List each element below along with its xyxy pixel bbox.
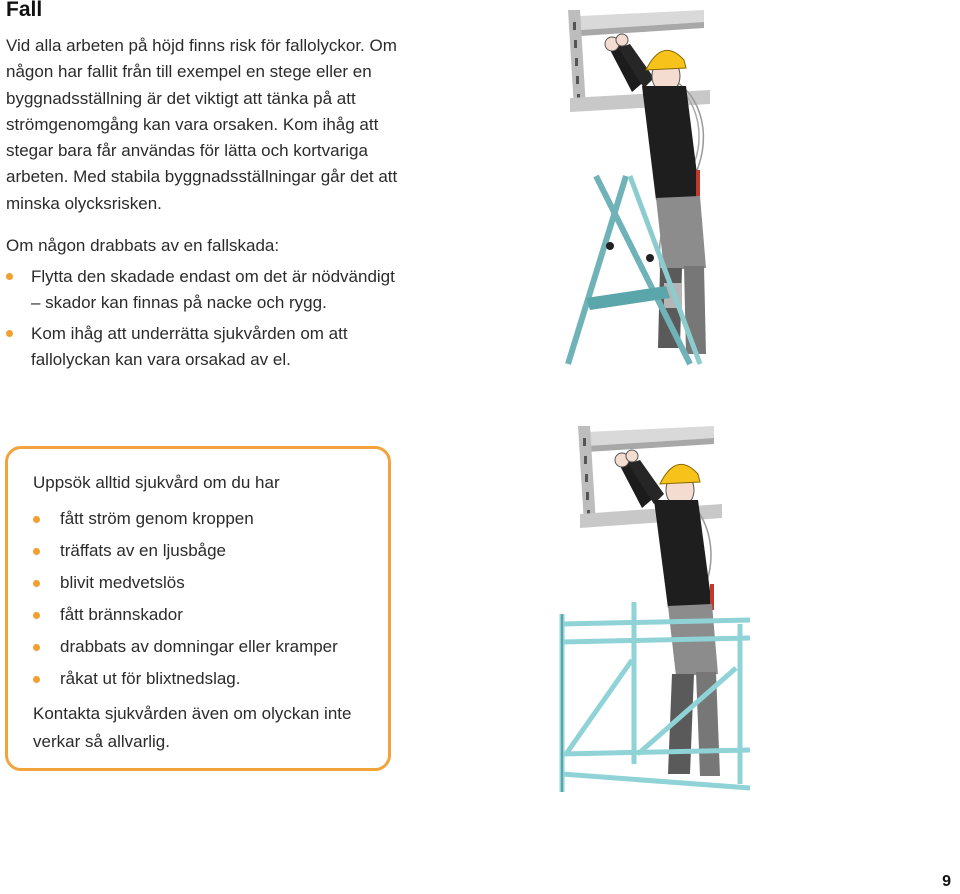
list-item (33, 503, 373, 535)
bullet-icon (33, 548, 40, 555)
list-item-text: blivit medvetslös (60, 573, 185, 592)
ladder-worker-illustration (560, 8, 720, 368)
list-item-text: fått ström genom kroppen (60, 509, 254, 528)
list-item-text: råkat ut för blixtnedslag. (60, 669, 241, 688)
bullet-icon (33, 644, 40, 651)
list-item-text: Flytta den skadade endast om det är nödvändigt – skador kan finnas på nacke och rygg. (31, 267, 395, 313)
injury-list (6, 264, 406, 377)
bullet-icon (33, 516, 40, 523)
intro-paragraph: Vid alla arbeten på höjd finns risk för fallolyckor. Om någon har fallit från till exempel en stege eller en byggnadsställning är det viktigt att tänka på att strömgenomgång kan vara orsaken. Kom ihåg att stegar bara får användas för lätta och kortvariga arbeten. Med stabila byggnadsställningar går det att minska olycksrisken. (6, 36, 398, 213)
medical-care-box (5, 446, 391, 771)
bullet-icon (33, 676, 40, 683)
list-item (33, 599, 373, 631)
bullet-icon (33, 612, 40, 619)
bullet-icon (33, 580, 40, 587)
list-item (33, 535, 373, 567)
box-footer-text: Kontakta sjukvården även om olyckan inte verkar så allvarlig. (33, 704, 352, 751)
symptom-list (33, 503, 373, 695)
list-item (33, 567, 373, 599)
list-item (6, 321, 406, 374)
list-item-text: träffats av en ljusbåge (60, 541, 227, 560)
list-item (33, 663, 373, 695)
list-item-text: drabbats av domningar eller kramper (60, 637, 338, 656)
list-item-text: Kom ihåg att underrätta sjukvården om att fallolyckan kan vara orsakad av el. (31, 323, 348, 369)
bullet-icon (6, 273, 13, 280)
list-item (6, 264, 406, 317)
scaffold-worker-illustration (556, 424, 756, 794)
page-number: 9 (942, 873, 951, 890)
list-item (33, 631, 373, 663)
list-item-text: fått brännskador (60, 605, 183, 624)
box-lead: Uppsök alltid sjukvård om du har (33, 473, 280, 492)
page-heading: Fall (6, 0, 43, 21)
injury-lead: Om någon drabbats av en fallskada: (6, 236, 280, 255)
bullet-icon (6, 330, 13, 337)
